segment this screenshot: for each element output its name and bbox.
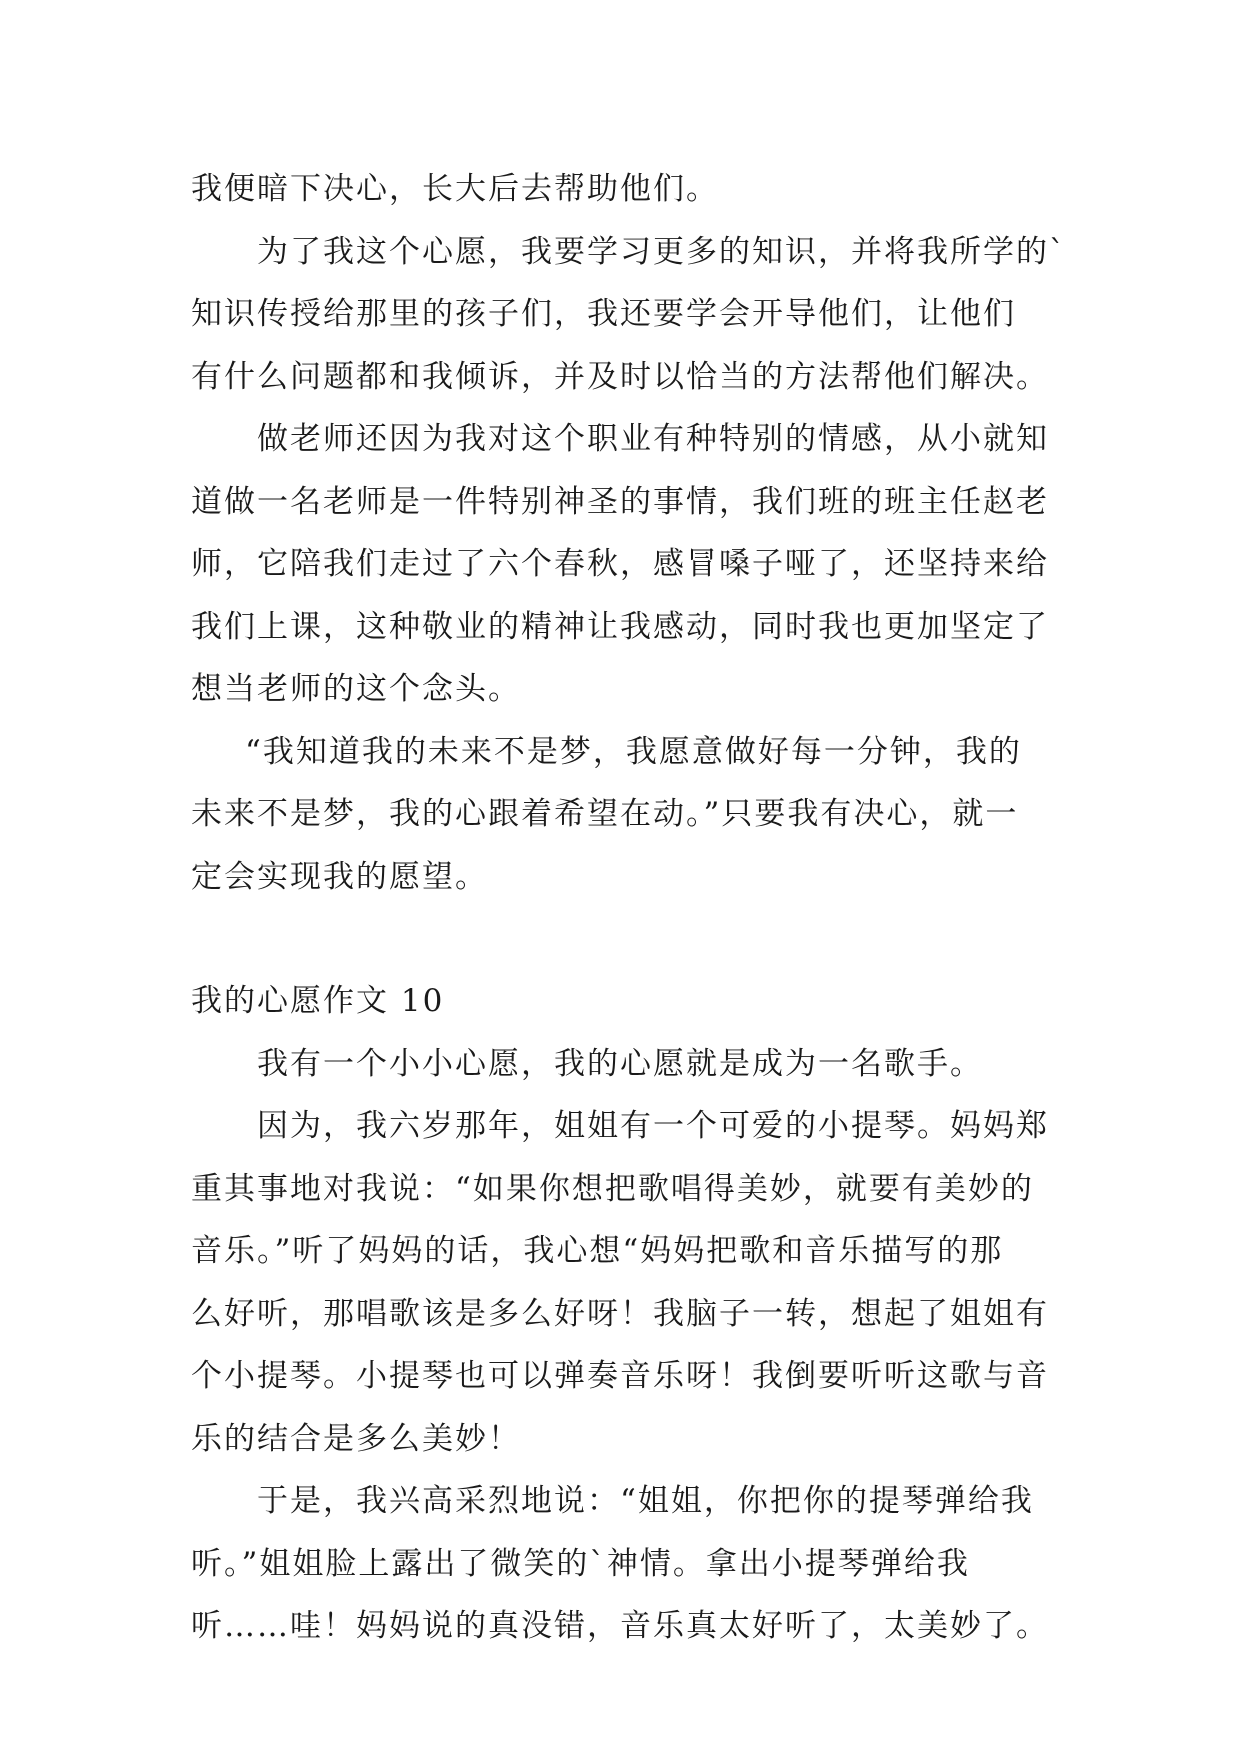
paragraph-line: 师，它陪我们走过了六个春秋，感冒嗓子哑了，还坚持来给 [191, 546, 1049, 582]
section-spacer [191, 908, 1091, 970]
paragraph-line: 乐的结合是多么美妙！ [191, 1420, 521, 1457]
paragraph-line: 我有一个小小心愿，我的心愿就是成为一名歌手。 [257, 1045, 983, 1082]
paragraph-line: “我知道我的未来不是梦，我愿意做好每一分钟，我的 [245, 733, 1022, 770]
paragraph-line: 听……哇！妈妈说的真没错，音乐真太好听了，太美妙了。 [191, 1608, 1049, 1644]
paragraph-line: 音乐。”听了妈妈的话，我心想“妈妈把歌和音乐描写的那 [191, 1233, 1004, 1269]
section-heading: 我的心愿作文 10 [191, 983, 445, 1019]
paragraph-line: 我们上课，这种敬业的精神让我感动，同时我也更加坚定了 [191, 608, 1049, 645]
paragraph-line: 于是，我兴高采烈地说：“姐姐，你把你的提琴弹给我 [257, 1483, 1034, 1519]
paragraph-line: 因为，我六岁那年，姐姐有一个可爱的小提琴。妈妈郑 [257, 1108, 1049, 1144]
paragraph-line: 个小提琴。小提琴也可以弹奏音乐呀！我倒要听听这歌与音 [191, 1358, 1049, 1394]
paragraph-line: 我便暗下决心，长大后去帮助他们。 [191, 171, 719, 207]
paragraph-line: 道做一名老师是一件特别神圣的事情，我们班的班主任赵老 [191, 483, 1049, 520]
paragraph-line: 做老师还因为我对这个职业有种特别的情感，从小就知 [257, 421, 1049, 457]
paragraph-line: 想当老师的这个念头。 [191, 671, 521, 707]
paragraph-line: 定会实现我的愿望。 [191, 858, 488, 895]
essay-text [191, 158, 1091, 1658]
paragraph-line: 未来不是梦，我的心跟着希望在动。”只要我有决心，就一 [191, 796, 1019, 832]
paragraph-line: 为了我这个心愿，我要学习更多的知识，并将我所学的` [257, 233, 1067, 270]
paragraph-line: 有什么问题都和我倾诉，并及时以恰当的方法帮他们解决。 [191, 358, 1049, 395]
paragraph-line: 重其事地对我说：“如果你想把歌唱得美妙，就要有美妙的 [191, 1170, 1034, 1207]
paragraph-line: 么好听，那唱歌该是多么好呀！我脑子一转，想起了姐姐有 [191, 1295, 1049, 1332]
paragraph-line: 听。”姐姐脸上露出了微笑的`神情。拿出小提琴弹给我 [191, 1545, 970, 1582]
paragraph-line: 知识传授给那里的孩子们，我还要学会开导他们，让他们 [191, 296, 1016, 332]
